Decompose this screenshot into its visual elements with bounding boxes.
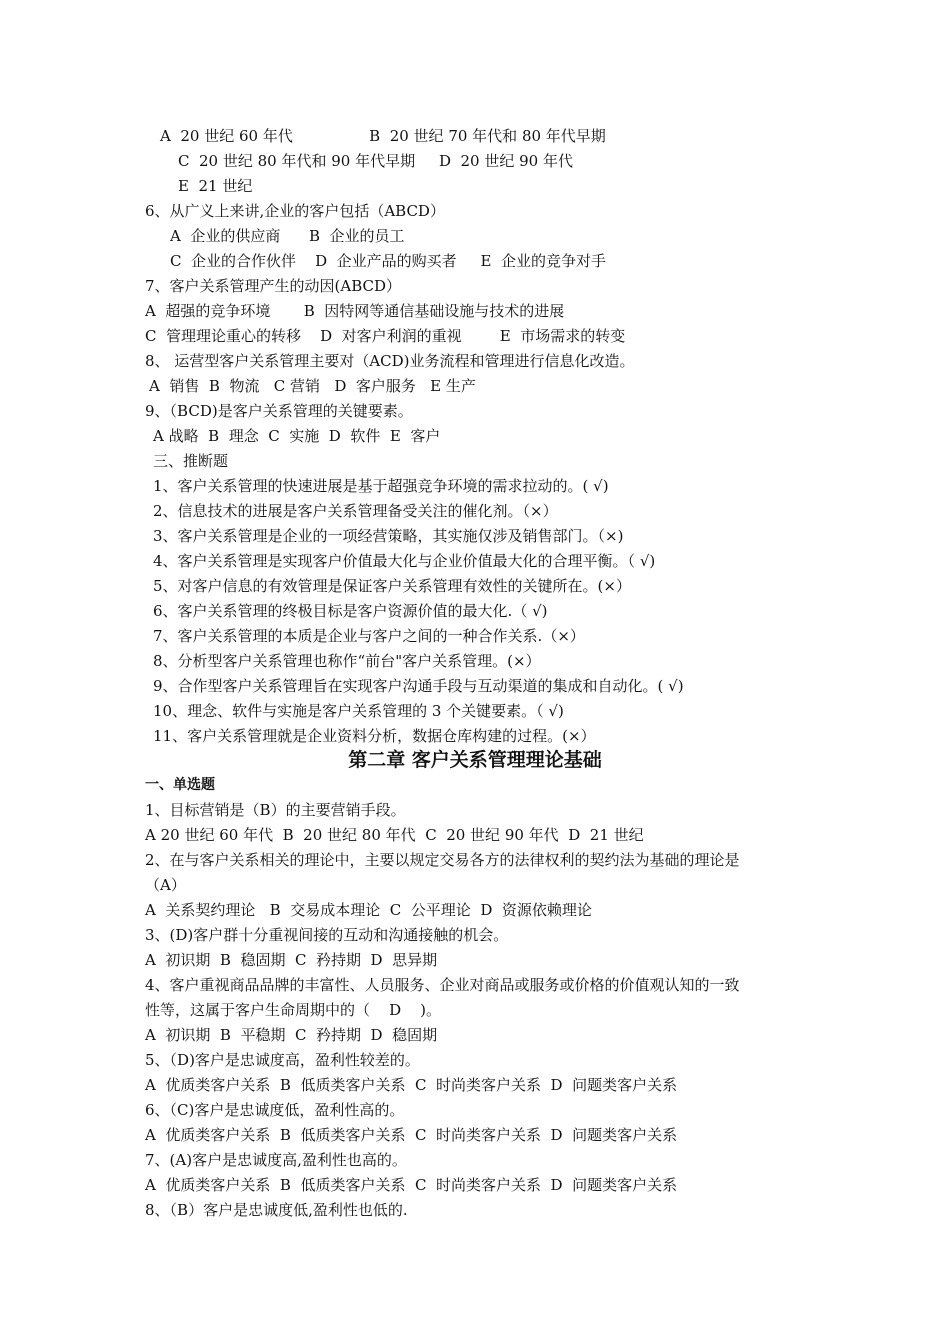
chapter-2-title: 第二章 客户关系管理理论基础 <box>348 749 602 771</box>
q5-option-line-2: C 20 世纪 80 年代和 90 年代早期 D 20 世纪 90 年代 <box>178 152 573 170</box>
judgment-item: 8、分析型客户关系管理也称作“前台"客户关系管理。(×） <box>153 652 541 670</box>
judgment-item: 5、对客户信息的有效管理是保证客户关系管理有效性的关键所在。(×） <box>153 577 631 595</box>
judgment-item: 1、客户关系管理的快速进展是基于超强竞争环境的需求拉动的。( √) <box>153 477 609 495</box>
ch2-line: 4、客户重视商品品牌的丰富性、人员服务、企业对商品或服务或价格的价值观认知的一致 <box>145 976 740 994</box>
q6-option-line-2: C 企业的合作伙伴 D 企业产品的购买者 E 企业的竞争对手 <box>170 252 606 270</box>
question-7: 7、客户关系管理产生的动因(ABCD） <box>145 277 402 295</box>
ch2-line: 2、在与客户关系相关的理论中，主要以规定交易各方的法律权利的契约法为基础的理论是 <box>145 851 740 869</box>
ch2-line: 3、(D)客户群十分重视间接的互动和沟通接触的机会。 <box>145 926 509 944</box>
ch2-line: 5、（D)客户是忠诚度高，盈利性较差的。 <box>145 1051 420 1069</box>
judgment-item: 11、客户关系管理就是企业资料分析，数据仓库构建的过程。(×） <box>153 727 596 745</box>
ch2-line: （A） <box>145 876 186 894</box>
q7-option-line-1: A 超强的竞争环境 B 因特网等通信基础设施与技术的进展 <box>145 302 565 320</box>
chapter-2-section-1-heading: 一、单选题 <box>145 777 215 793</box>
ch2-line: 6、（C)客户是忠诚度低，盈利性高的。 <box>145 1101 405 1119</box>
q5-option-line-1: A 20 世纪 60 年代 B 20 世纪 70 年代和 80 年代早期 <box>160 127 606 145</box>
ch2-line: 1、目标营销是（B）的主要营销手段。 <box>145 801 406 819</box>
question-8: 8、 运营型客户关系管理主要对（ACD)业务流程和管理进行信息化改造。 <box>145 352 635 370</box>
ch2-line: A 20 世纪 60 年代 B 20 世纪 80 年代 C 20 世纪 90 年代 D 21 世纪 <box>145 826 644 844</box>
q9-options: A 战略 B 理念 C 实施 D 软件 E 客户 <box>153 427 441 445</box>
question-9: 9、（BCD)是客户关系管理的关键要素。 <box>145 402 413 420</box>
judgment-item: 4、客户关系管理是实现客户价值最大化与企业价值最大化的合理平衡。（ √) <box>153 552 656 570</box>
q6-option-line-1: A 企业的供应商 B 企业的员工 <box>170 227 405 245</box>
q8-options: A 销售 B 物流 C 营销 D 客户服务 E 生产 <box>149 377 476 395</box>
ch2-line: 7、(A)客户是忠诚度高,盈利性也高的。 <box>145 1151 407 1169</box>
judgment-item: 3、客户关系管理是企业的一项经营策略，其实施仅涉及销售部门。（×) <box>153 527 624 545</box>
ch2-line: 8、（B）客户是忠诚度低,盈利性也低的. <box>145 1201 408 1219</box>
judgment-item: 2、信息技术的进展是客户关系管理备受关注的催化剂。（×） <box>153 502 558 520</box>
q7-option-line-2: C 管理理论重心的转移 D 对客户利润的重视 E 市场需求的转变 <box>145 327 626 345</box>
ch2-line: A 初识期 B 平稳期 C 矜持期 D 稳固期 <box>145 1026 438 1044</box>
judgment-item: 7、客户关系管理的本质是企业与客户之间的一种合作关系.（×） <box>153 627 585 645</box>
ch2-line: A 优质类客户关系 B 低质类客户关系 C 时尚类客户关系 D 问题类客户关系 <box>145 1176 678 1194</box>
q5-option-line-3: E 21 世纪 <box>178 177 253 195</box>
ch2-line: A 关系契约理论 B 交易成本理论 C 公平理论 D 资源依赖理论 <box>145 901 592 919</box>
section-3-heading: 三、推断题 <box>153 452 229 470</box>
ch2-line: A 优质类客户关系 B 低质类客户关系 C 时尚类客户关系 D 问题类客户关系 <box>145 1076 678 1094</box>
ch2-line: A 初识期 B 稳固期 C 矜持期 D 思异期 <box>145 951 438 969</box>
ch2-line: A 优质类客户关系 B 低质类客户关系 C 时尚类客户关系 D 问题类客户关系 <box>145 1126 678 1144</box>
ch2-line: 性等，这属于客户生命周期中的（ D )。 <box>145 1001 442 1019</box>
question-6: 6、从广义上来讲,企业的客户包括（ABCD） <box>145 202 445 220</box>
judgment-item: 9、合作型客户关系管理旨在实现客户沟通手段与互动渠道的集成和自动化。( √) <box>153 677 684 695</box>
judgment-item: 6、客户关系管理的终极目标是客户资源价值的最大化.（ √) <box>153 602 548 620</box>
judgment-item: 10、理念、软件与实施是客户关系管理的 3 个关键要素。（ √) <box>153 702 564 720</box>
